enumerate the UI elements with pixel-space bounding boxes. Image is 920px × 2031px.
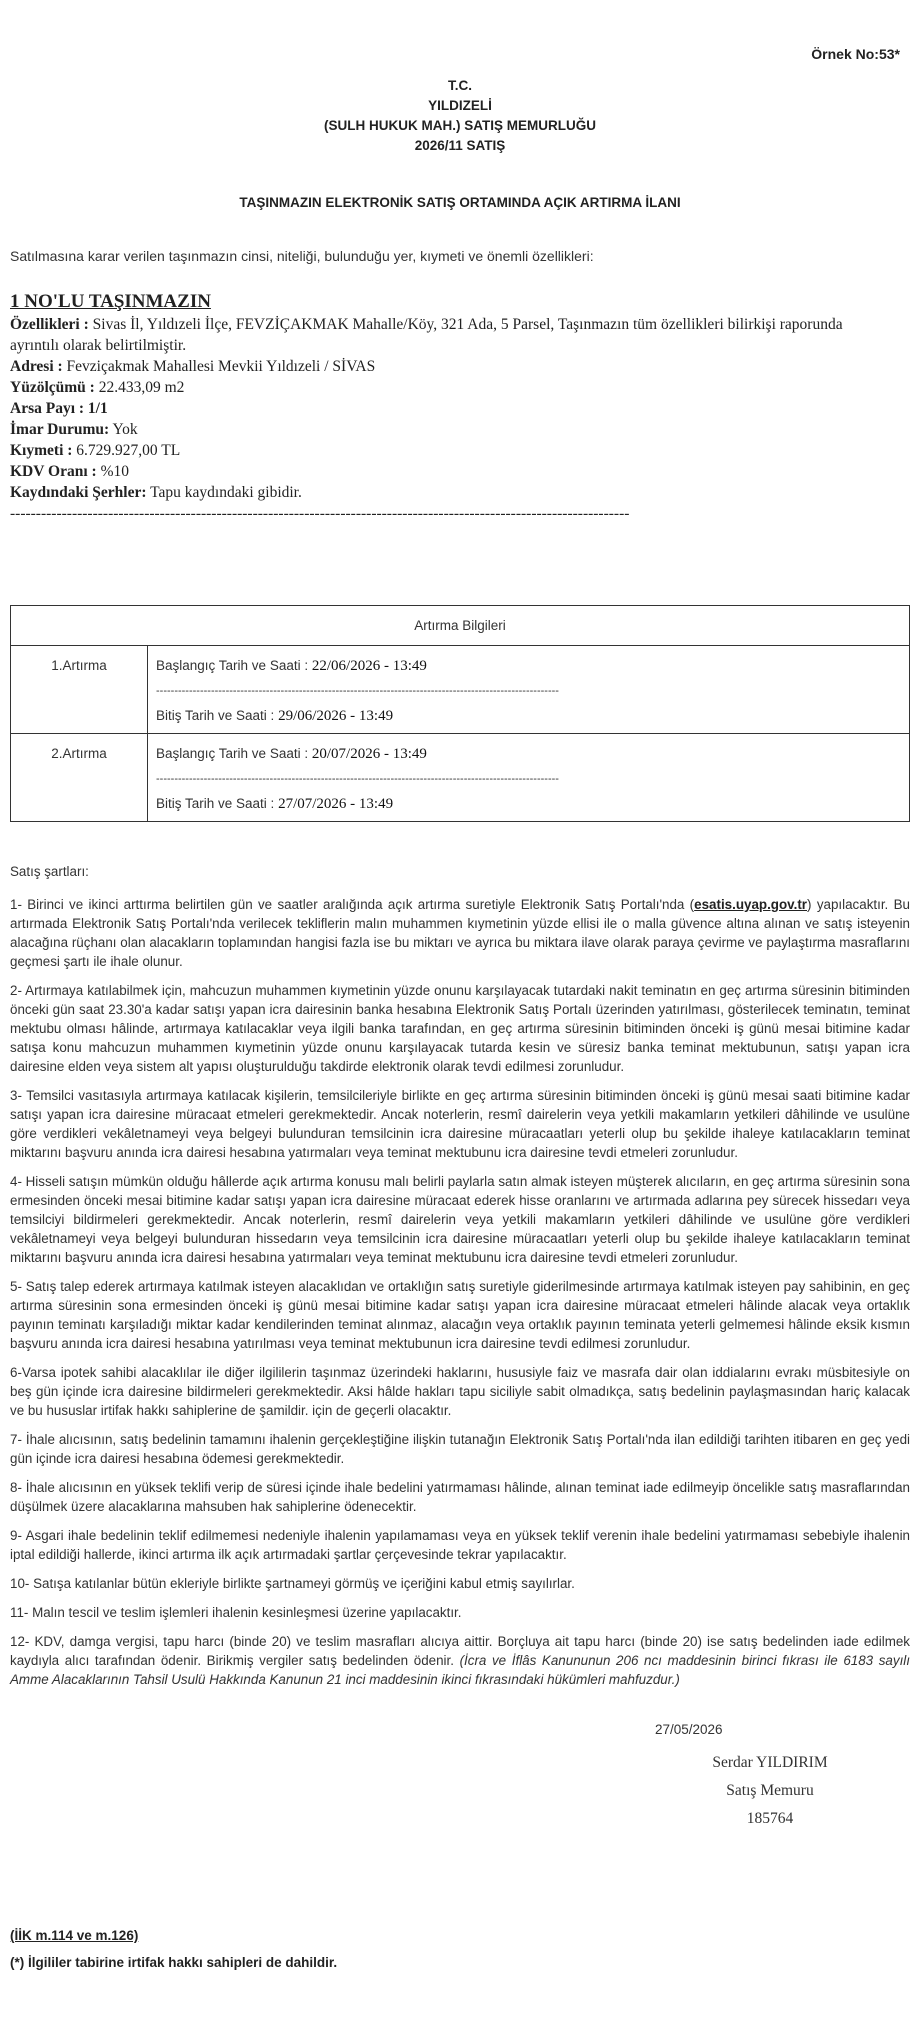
property-details [10, 290, 890, 524]
address-value: Fevziçakmak Mahallesi Mevkii Yıldızeli / SİVAS [66, 358, 376, 375]
area-label: Yüzölçümü : [10, 379, 95, 396]
property-value [10, 440, 890, 461]
condition-9: 9- Asgari ihale bedelinin teklif edilmemesi nedeniyle ihalenin yapılamaması veya en yüksek teklif verenin ihale bedelini yatırmaması sebebiyle ihalenin iptal edildiği hallerde, ikinci artırma ilk açık artırmadaki şartlar çerçevesinde tekrar yapılacaktır. [10, 1528, 910, 1562]
condition-2: 2- Artırmaya katılabilmek için, mahcuzun muhammen kıymetinin yüzde onunu karşılayacak tutardaki nakit teminatın en geç artırma süresinin bitiminden önceki gün saat 23.30'a kadar satışı yapan icra dairesinin banka hesabına Elektronik Satış Portalı üzerinden yatırılması, gösterilecek teminatın, teminat mektubu olması hâlinde, artırmaya katılacaklar veya ilgili banka tarafından, en geç artırma süresinin bitiminden önceki iş günü mesai bitimine kadar satışa konu mahcuzun muhammen kıymetinin yüzde onunu karşılayacak tutarda kesin ve süresiz banka teminat mektubunun, satışı yapan icra dairesine elden veya sistem alt yapısı oluşturulduğu takdirde elektronik olarak tevdi edilmesi zorunludur. [10, 983, 910, 1074]
date-separator: -------------------------------------------------------------------------------------------------------------- [156, 685, 559, 697]
annotations-label: Kaydındaki Şerhler: [10, 484, 147, 501]
vat-label: KDV Oranı : [10, 463, 97, 480]
condition-6: 6-Varsa ipotek sahibi alacaklılar ile diğer ilgililerin taşınmaz üzerindeki haklarını, hususiyle faiz ve masrafa dair olan iddialarını evrakı müsbitesiyle on beş gün içinde icra dairesine bildirmeleri gerekmektedir. Aksi hâlde hakları tapu siciliyle sabit olmadıkça, satış bedelinin paylaşmasından hariç kalacak ve bu hususlar irtifak hakkı sahiplerine de şamildir. için de geçerli olacaktır. [10, 1365, 910, 1418]
table-row [11, 646, 910, 734]
condition-1-text: 1- Birinci ve ikinci arttırma belirtilen gün ve saatler aralığında açık artırma suretiyle Elektronik Satış Portalı'nda ( [10, 897, 695, 912]
end-date-line [156, 708, 901, 725]
zoning-value: Yok [112, 421, 138, 438]
start-date-label: Başlangıç Tarih ve Saati : [156, 658, 309, 673]
property-area [10, 377, 890, 398]
vat-value: %10 [100, 463, 129, 480]
condition-12-text: 12- KDV, damga vergisi, tapu harcı (binde 20) ve teslim masrafları alıcıya aittir. Borçluya ait tapu harcı (binde 20) ise satış bedelinden iade edilmek kaydıyla alıcı tarafından ödenir. Birikmiş vergiler satış bedelinden ödenir. [10, 1634, 910, 1668]
condition-7: 7- İhale alıcısının, satış bedelinin tamamını ihalenin gerçekleştiğine ilişkin tutanağın Elektronik Satış Portalı'nda ilan edildiği tarihten itibaren en geç yedi gün içinde icra dairesi hesabına ödemesi gerekmektedir. [10, 1432, 910, 1466]
end-date-label: Bitiş Tarih ve Saati : [156, 708, 275, 723]
property-land-share [10, 398, 890, 419]
auction-dates [148, 734, 910, 822]
start-date-label: Başlangıç Tarih ve Saati : [156, 746, 309, 761]
features-label: Özellikleri : [10, 316, 89, 333]
condition-1-text-cont: ) yapılacaktır. Bu artırmada Elektronik Satış Portalı'nda verilecek tekliflerin malın muhammen kıymetinin yüzde ellisi ile o malla güvence altına alınan ve satış isteyenin alacağına rüçhanı olan alacakların toplamından hangisi fazla ise bu miktarı ve ayrıca bu miktara ilave olarak paraya çevirme ve paylaştırma masraflarını geçmesi şartı ile ihale olunur. [10, 897, 910, 969]
signer-title: Satış Memuru [726, 1782, 814, 1799]
property-zoning [10, 419, 890, 440]
condition-8: 8- İhale alıcısının en yüksek teklifi verip de süresi içinde ihale bedelini yatırmaması hâlinde, alınan teminat iade edilmeyip öncelikle satış masraflarından düşülmek üzere alacaklarına mahsuben hak sahiplerine ödenecektir. [10, 1480, 910, 1514]
document-header [10, 76, 910, 156]
value-amount: 6.729.927,00 TL [76, 442, 181, 459]
condition-10: 10- Satışa katılanlar bütün ekleriyle birlikte şartnameyi görmüş ve içeriğini kabul etmiş sayılırlar. [10, 1576, 575, 1591]
property-separator: ------------------------------------------------------------------------------------------------------------------------ [10, 505, 630, 522]
condition-5: 5- Satış talep ederek artırmaya katılmak isteyen alacaklıdan ve ortaklığın satış suretiyle giderilmesinde artırmaya katılmak isteyen pay sahibinin, en geç artırma süresinin sona ermesinden önceki iş günü mesai bitimine kadar satışı yapan icra dairesine müracaat etmeleri hâlinde alacak veya ortaklık payının teminatı karşıladığı miktar kadar kendilerinden teminat alınmaz, alacağın veya ortaklık payının teminata yeterli gelmemesi hâlinde eksik kısmın başvuru anında icra dairesi hesabına yatırılması veya teminat mektubunun icra dairesine tevdi edilmesi zorunludur. [10, 1279, 910, 1351]
date-separator: -------------------------------------------------------------------------------------------------------------- [156, 773, 559, 785]
signature-block [660, 1749, 880, 1833]
auction-info-table [10, 605, 910, 822]
auction-dates [148, 646, 910, 734]
zoning-label: İmar Durumu: [10, 421, 110, 438]
condition-11: 11- Malın tescil ve teslim işlemleri ihalenin kesinleşmesi üzerine yapılacaktır. [10, 1605, 462, 1620]
land-share-label: Arsa Payı : [10, 400, 85, 417]
end-date-value: 29/06/2026 - 13:49 [278, 708, 394, 724]
header-office: (SULH HUKUK MAH.) SATIŞ MEMURLUĞU [324, 118, 596, 133]
features-value: Sivas İl, Yıldızeli İlçe, FEVZİÇAKMAK Mahalle/Köy, 321 Ada, 5 Parsel, Taşınmazın tüm özellikleri bilirkişi raporunda ayrıntılı olarak belirtilmiştir. [10, 316, 843, 354]
condition-3: 3- Temsilci vasıtasıyla artırmaya katılacak kişilerin, temsilcileriyle birlikte en geç artırma süresinin bitiminden önceki iş günü mesai saati bitimine kadar satışı yapan icra dairesine müracaat etmeleri gerekmektedir. Ancak noterlerin, resmî dairelerin veya yetkili makamların yetkileri dâhilinde ve usulüne göre verdikleri vekâletnameyi veya belgeyi bulunduran temsilcinin icra dairesine müracaatları yeterli olup bu şekilde ihaleye katılacakların teminat miktarını başvuru anında icra dairesi hesabına yatırmaları veya teminat mektubunu icra dairesine tevdi etmeleri zorunludur. [10, 1088, 910, 1160]
property-vat [10, 461, 890, 482]
condition-12-italic: (İcra ve İflâs Kanununun 206 ncı maddesinin birinci fıkrası ile 6183 sayılı Amme Alacaklarının Tahsil Usulü Hakkında Kanunun 21 inci maddesinin ikinci fıkrasındaki hükümleri mahfuzdur.) [10, 1653, 910, 1687]
law-reference: (İİK m.114 ve m.126) [10, 1928, 139, 1943]
sale-conditions [10, 862, 910, 1699]
annotations-value: Tapu kaydındaki gibidir. [150, 484, 302, 501]
signer-name: Serdar YILDIRIM [712, 1754, 828, 1771]
esatis-link[interactable]: esatis.uyap.gov.tr [694, 897, 808, 912]
footnote: (*) İlgililer tabirine irtifak hakkı sahipleri de dahildir. [10, 1955, 338, 1970]
property-heading: 1 NO'LU TAŞINMAZIN [10, 291, 211, 312]
announcement-date: 27/05/2026 [655, 1722, 723, 1737]
header-file-number: 2026/11 SATIŞ [414, 138, 506, 153]
signer-number: 185764 [746, 1810, 794, 1827]
end-date-line [156, 796, 901, 813]
start-date-line [156, 658, 901, 675]
address-label: Adresi : [10, 358, 63, 375]
auction-label: 2.Artırma [11, 734, 148, 822]
header-tc: T.C. [447, 78, 472, 93]
land-share-value: 1/1 [87, 400, 108, 417]
table-row [11, 734, 910, 822]
intro-text: Satılmasına karar verilen taşınmazın cinsi, niteliği, bulunduğu yer, kıymeti ve önemli özellikleri: [10, 248, 594, 264]
area-value: 22.433,09 m2 [98, 379, 185, 396]
end-date-value: 27/07/2026 - 13:49 [278, 796, 394, 812]
property-annotations [10, 482, 890, 503]
announcement-title: TAŞINMAZIN ELEKTRONİK SATIŞ ORTAMINDA AÇIK ARTIRMA İLANI [239, 195, 681, 210]
property-address [10, 356, 890, 377]
condition-1 [10, 895, 910, 971]
auction-label: 1.Artırma [11, 646, 148, 734]
end-date-label: Bitiş Tarih ve Saati : [156, 796, 275, 811]
start-date-value: 20/07/2026 - 13:49 [311, 746, 427, 762]
condition-4: 4- Hisseli satışın mümkün olduğu hâllerde açık artırma konusu malı belirli paylarla satın almak isteyen müşterek alıcıların, en geç artırma süresinin sona ermesinden önceki mesai bitimine kadar satışı yapan icra dairesine müracaat ederek hisse oranlarını ve artırmada adlarına pey sürecek hissedarı veya temsilciyi bildirmeleri gerekmektedir. Ancak noterlerin, resmî dairelerin veya yetkili makamların yetkileri dâhilinde ve usulüne göre verdikleri vekâletnameyi veya belgeyi bulunduran hissedarın veya temsilcinin icra dairesine müracaatları yeterli olup bu şekilde ihaleye katılacakların teminat miktarını başvuru anında icra dairesi hesabına yatırmaları veya teminat mektubunu icra dairesine tevdi etmeleri zorunludur. [10, 1174, 910, 1265]
value-label: Kıymeti : [10, 442, 73, 459]
auction-info-title: Artırma Bilgileri [11, 606, 910, 646]
condition-12 [10, 1632, 910, 1689]
conditions-title: Satış şartları: [10, 864, 89, 879]
start-date-value: 22/06/2026 - 13:49 [311, 658, 427, 674]
header-location: YILDIZELİ [428, 98, 492, 113]
property-features [10, 314, 890, 356]
ornek-no: Örnek No:53* [811, 46, 900, 62]
start-date-line [156, 746, 901, 763]
